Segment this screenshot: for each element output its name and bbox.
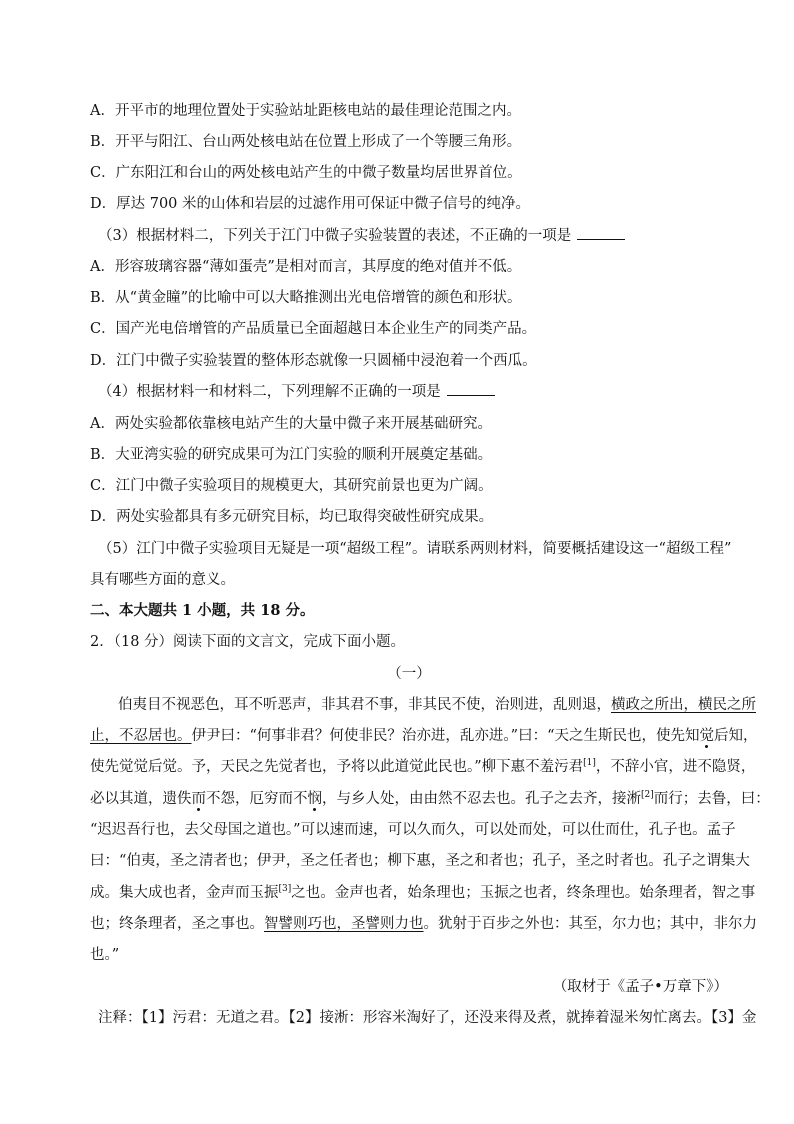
passage-source: （取材于《孟子•万章下》） [552,979,728,995]
q3-stem-text: （3）根据材料二，下列关于江门中微子实验装置的表述，不正确的一项是 [98,228,572,244]
q4-option-d: D．两处实验都具有多元研究目标，均已取得突破性研究成果。 [90,509,494,525]
q4-option-a: A．两处实验都依靠核电站产生的大量中微子来开展基础研究。 [90,416,492,432]
passage-text: 后知， [714,728,758,744]
q4-option-b: B．大亚湾实验的研究成果可为江门实验的顺利开展奠定基础。 [90,447,493,463]
q1-option-b: B．开平与阳江、台山两处核电站在位置上形成了一个等腰三角形。 [90,134,522,150]
passage-text: ，与乡人处，由由然不忍去也。孔子之去齐，接淅 [322,791,641,807]
q4-stem [98,382,736,402]
passage-line-4 [90,789,770,809]
passage-text: 伊尹曰：“何事非君？何使非民？治亦进，乱亦进。”曰：“天之生斯民也，使先知 [191,728,700,744]
passage-text: 不怨，厄穷而不 [206,791,308,807]
passage-text: 伯夷目不视恶色，耳不听恶声，非其君不事，非其民不使，治则进，乱则退， [118,697,611,713]
passage-line-8 [90,914,757,934]
annotation-notes: 注释：【1】污君：无道之君。【2】接淅：形容米淘好了，还没来得及煮，就捧着湿米匆忙离去。【3】金 [98,1010,757,1026]
q5-stem-line1: （5）江门中微子实验项目无疑是一项“超级工程”。请联系两则材料，简要概括建设这一“超级工程” [98,541,732,557]
passage-text: 必以其道，遗佚 [90,791,192,807]
passage-text: 。犹射于百步之外也：其至，尔力也；其中，非尔力 [423,916,757,932]
passage-line-3 [90,757,756,777]
dotted-character: 悯 [307,791,322,807]
underlined-sentence: 智譬则巧也，圣譬则力也 [264,916,424,932]
q4-stem-text: （4）根据材料一和材料二，下列理解不正确的一项是 [98,384,441,400]
dotted-character: 而 [191,791,206,807]
q3-option-a: A．形容玻璃容器“薄如蛋壳”是相对而言，其厚度的绝对值并不低。 [90,259,522,275]
q5-stem-line2: 具有哪些方面的意义。 [90,572,235,588]
passage-text: 也；终条理者，圣之事也。 [90,916,264,932]
q3-option-c: C．国产光电倍增管的产品质量已全面超越日本企业生产的同类产品。 [90,321,537,337]
underlined-sentence: 横政之所出，横民之所 [611,697,756,713]
dotted-character: 觉 [699,728,714,744]
passage-line-2 [90,726,758,746]
passage-text: 而行；去鲁，曰： [653,791,770,807]
q3-option-b: B．从“黄金瞳”的比喻中可以大略推测出光电倍增管的颜色和形状。 [90,290,522,306]
passage-text: 之也。金声也者，始条理也；玉振之也者，终条理也。始条理者，智之事 [291,885,756,901]
passage-line-1 [118,695,756,715]
note-marker-3: [3] [278,884,292,895]
passage-line-7 [90,883,756,903]
underlined-sentence: 止，不忍居也。 [90,728,192,744]
q1-option-c: C．广东阳江和台山的两处核电站产生的中微子数量均居世界首位。 [90,165,522,181]
q4-answer-blank [447,383,495,396]
note-marker-1: [1] [583,758,596,769]
passage-line-6: 曰：“伯夷，圣之清者也；伊尹，圣之任者也；柳下惠，圣之和者也；孔子，圣之时者也。孔子之谓集大 [90,853,750,869]
passage-text: 使先觉觉后觉。予，天民之先觉者也，予将以此道觉此民也。”柳下惠不羞污君 [90,759,584,775]
passage-line-9: 也。” [90,947,120,963]
note-marker-2: [2] [641,790,654,801]
q4-option-c: C．江门中微子实验项目的规模更大，其研究前景也更为广阔。 [90,478,493,494]
q1-option-d: D．厚达 700 米的山体和岩层的过滤作用可保证中微子信号的纯净。 [90,196,531,212]
q1-option-a: A．开平市的地理位置处于实验站址距核电站的最佳理论范围之内。 [90,103,521,119]
section-2-heading: 二、本大题共 1 小题，共 18 分。 [90,602,315,619]
q3-answer-blank [577,227,625,240]
q3-option-d: D．江门中微子实验装置的整体形态就像一只圆桶中浸泡着一个西瓜。 [90,353,537,369]
passage-text: ，不辞小官，进不隐贤， [595,759,756,775]
q2-stem: 2．（18 分）阅读下面的文言文，完成下面小题。 [90,634,406,650]
passage-number: （一） [387,666,431,682]
passage-line-5: “迟迟吾行也，去父母国之道也。”可以速而速，可以久而久，可以处而处，可以仕而仕，孔子也。孟子 [90,822,736,838]
q3-stem [98,226,736,246]
passage-text: 成。集大成也者，金声而玉振 [90,885,279,901]
